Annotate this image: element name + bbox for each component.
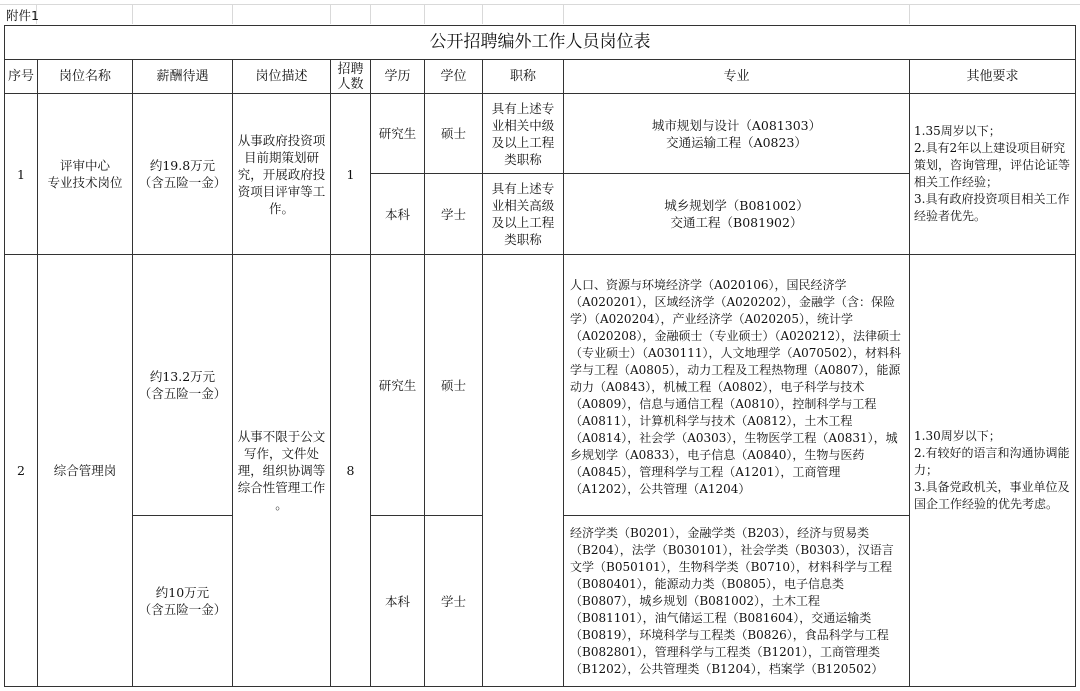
row1b-title-req: 具有上述专 业相关高级 及以上工程 类职称 xyxy=(482,173,564,255)
header-seq: 序号 xyxy=(4,59,38,94)
header-education: 学历 xyxy=(370,59,425,94)
row1-seq: 1 xyxy=(4,93,38,255)
row1a-education: 研究生 xyxy=(370,93,425,174)
table-title: 公开招聘编外工作人员岗位表 xyxy=(4,25,1076,60)
gridline xyxy=(132,4,133,24)
row2-seq: 2 xyxy=(4,254,38,687)
row1a-degree: 硕士 xyxy=(424,93,483,174)
row2b-salary: 约10万元 （含五险一金） xyxy=(132,515,233,687)
row1-other: 1.35周岁以下； 2.具有2年以上建设项目研究策划，咨询管理，评估论证等相关工作经验； 3.具有政府投资项目相关工作经验者优先。 xyxy=(909,93,1076,255)
gridline xyxy=(424,4,425,24)
row1a-title-req: 具有上述专 业相关中级 及以上工程 类职称 xyxy=(482,93,564,174)
gridline xyxy=(909,4,910,24)
header-count: 招聘 人数 xyxy=(330,59,371,94)
row2-description: 从事不限于公文 写作，文件处 理，组织协调等 综合性管理工作 。 xyxy=(232,254,331,687)
row1-salary: 约19.8万元 （含五险一金） xyxy=(132,93,233,255)
header-description: 岗位描述 xyxy=(232,59,331,94)
row1a-major: 城市规划与设计（A081303） 交通运输工程（A0823） xyxy=(563,93,910,174)
row2a-education: 研究生 xyxy=(370,254,425,516)
row2-count: 8 xyxy=(330,254,371,687)
row1b-major: 城乡规划学（B081002） 交通工程（B081902） xyxy=(563,173,910,255)
row2b-degree: 学士 xyxy=(424,515,483,687)
row2-title-req xyxy=(482,254,564,687)
row1-count: 1 xyxy=(330,93,371,255)
header-salary: 薪酬待遇 xyxy=(132,59,233,94)
row2-position: 综合管理岗 xyxy=(37,254,133,687)
row1-description: 从事政府投资项 目前期策划研 究，开展政府投 资项目评审等工 作。 xyxy=(232,93,331,255)
row1b-education: 本科 xyxy=(370,173,425,255)
annex-label: 附件1 xyxy=(6,8,39,23)
row2-other: 1.30周岁以下； 2.有较好的语言和沟通协调能力； 3.具备党政机关，事业单位及国企工作经验的优先考虑。 xyxy=(909,254,1076,687)
row1b-degree: 学士 xyxy=(424,173,483,255)
header-major: 专业 xyxy=(563,59,910,94)
row2b-education: 本科 xyxy=(370,515,425,687)
row2b-major: 经济学类（B0201），金融学类（B203），经济与贸易类（B204），法学（B030101），社会学类（B0303），汉语言文学（B050101），生物科学类（B0710），材料科学与工程（B080401），能源动力类（B0805），电子信息类（B0807），城乡规划（B081002），土木工程（B081101），油气储运工程（B081604），交通运输类（B0819），环境科学与工程类（B0826），食品科学与工程（B082801），管理科学与工程类（B1201），工商管理类（B1202），公共管理类（B1204），档案学（B120502） xyxy=(563,515,910,687)
gridline xyxy=(370,4,371,24)
gridline xyxy=(482,4,483,24)
row2a-major: 人口、资源与环境经济学（A020106），国民经济学（A020201），区域经济学（A020202），金融学（含：保险学）（A020204），产业经济学（A020205），统计学（A020208），金融硕士（专业硕士）（A020212），法律硕士（专业硕士）（A030111），人文地理学（A070502），材料科学与工程（A0805），动力工程及工程热物理（A0807），能源动力（A0843），机械工程（A0802），电子科学与技术（A0809），信息与通信工程（A0810），控制科学与工程（A0811），计算机科学与技术（A0812），土木工程（A0814），社会学（A0303），生物医学工程（A0831），城乡规划学（A0833），电子信息（A0840），生物与医药（A0845），管理科学与工程（A1201），工商管理（A1202），公共管理（A1204） xyxy=(563,254,910,516)
row2a-degree: 硕士 xyxy=(424,254,483,516)
gridline xyxy=(232,4,233,24)
row1-position: 评审中心 专业技术岗位 xyxy=(37,93,133,255)
header-title-req: 职称 xyxy=(482,59,564,94)
gridline xyxy=(330,4,331,24)
gridline xyxy=(563,4,564,24)
gridline xyxy=(0,4,1080,5)
header-other: 其他要求 xyxy=(909,59,1076,94)
header-degree: 学位 xyxy=(424,59,483,94)
header-position: 岗位名称 xyxy=(37,59,133,94)
row2a-salary: 约13.2万元 （含五险一金） xyxy=(132,254,233,516)
